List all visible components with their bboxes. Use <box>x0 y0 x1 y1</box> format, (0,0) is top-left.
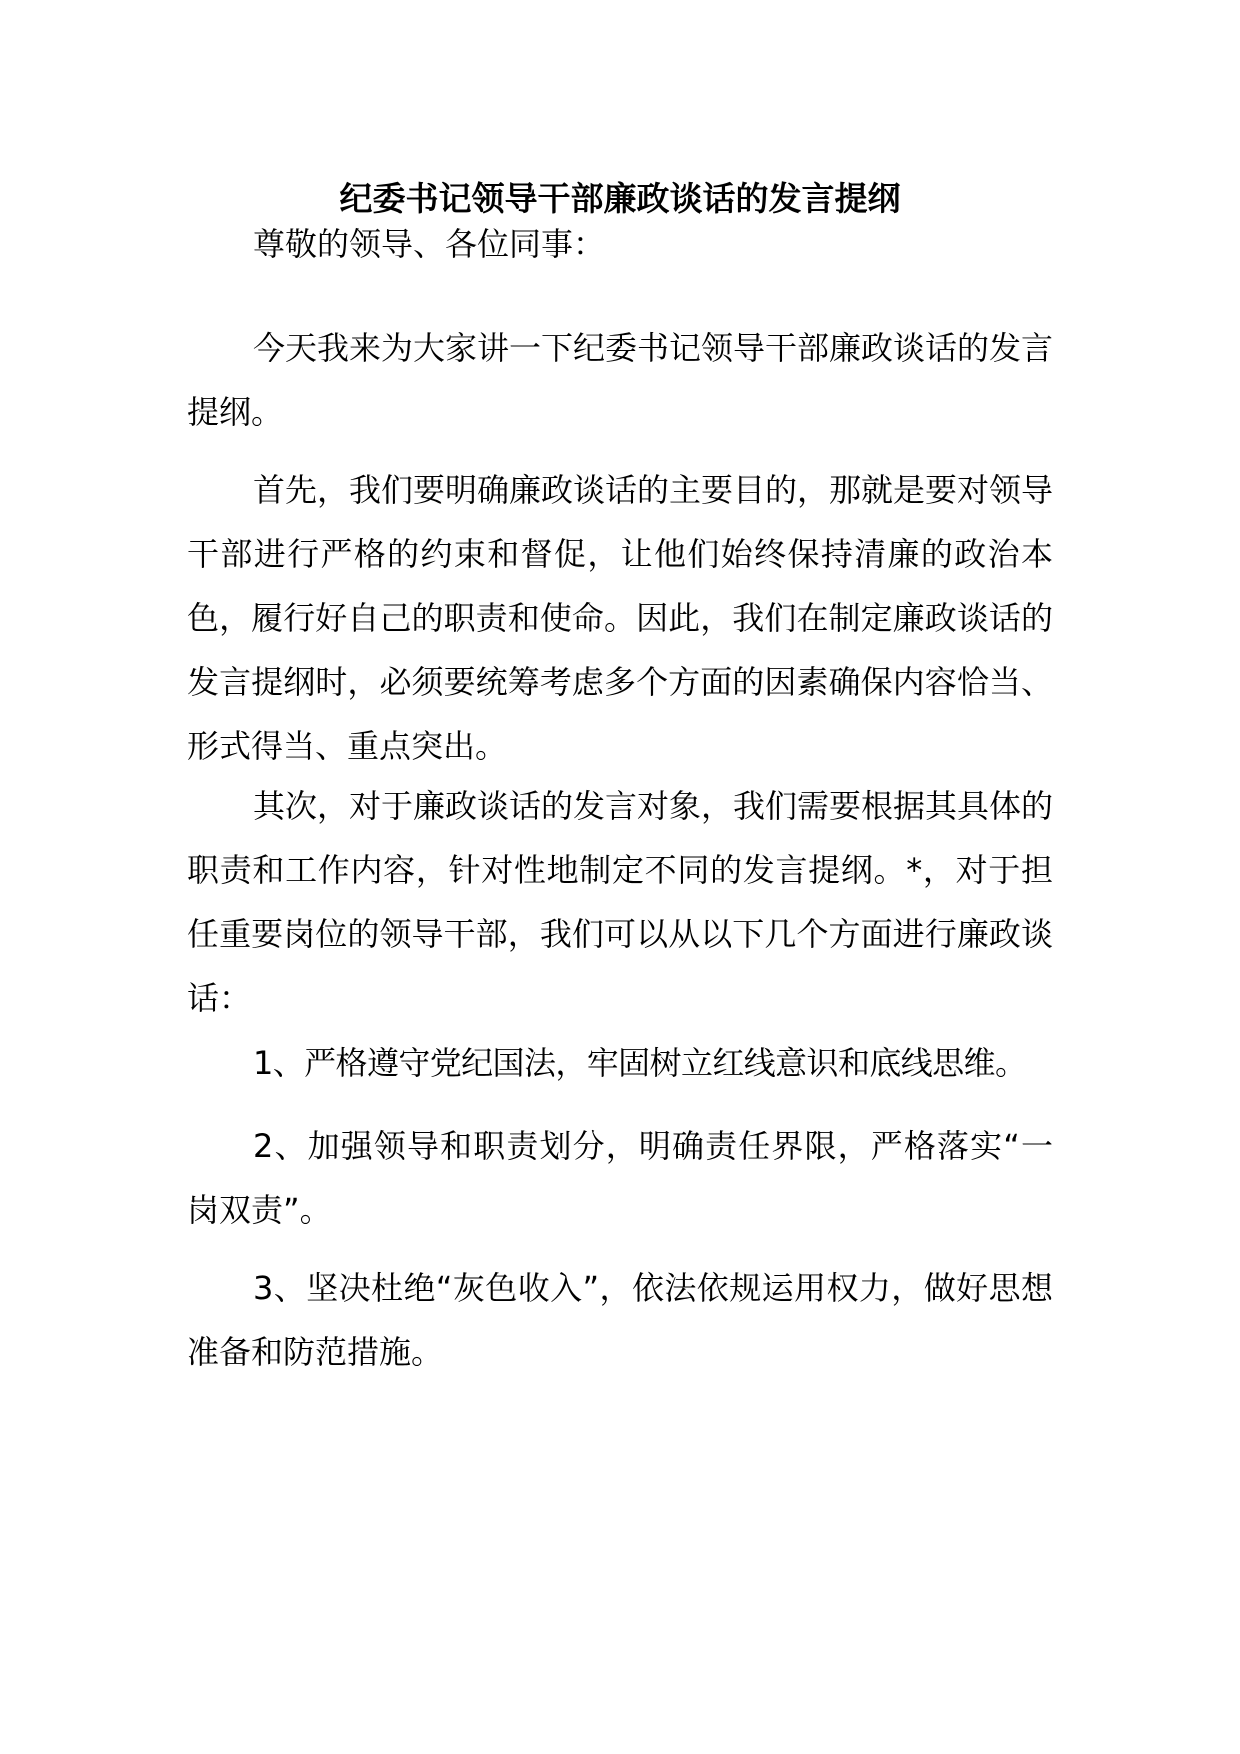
document-title: 纪委书记领导干部廉政谈话的发言提纲 <box>339 179 901 218</box>
paragraph-first: 首先，我们要明确廉政谈话的主要目的，那就是要对领导干部进行严格的约束和督促，让他们始终保持清廉的政治本色，履行好自己的职责和使命。因此，我们在制定廉政谈话的发言提纲时，必须要统筹考虑多个方面的因素确保内容恰当、形式得当、重点突出。 <box>187 471 1054 765</box>
paragraph-intro: 今天我来为大家讲一下纪委书记领导干部廉政谈话的发言提纲。 <box>187 329 1054 431</box>
list-item-3: 3、坚决杜绝“灰色收入”，依法依规运用权力，做好思想准备和防范措施。 <box>187 1269 1053 1371</box>
salutation: 尊敬的领导、各位同事： <box>253 225 606 263</box>
paragraph-second: 其次，对于廉政谈话的发言对象，我们需要根据其具体的职责和工作内容，针对性地制定不同的发言提纲。*，对于担任重要岗位的领导干部，我们可以从以下几个方面进行廉政谈话： <box>187 787 1054 1017</box>
list-item-2: 2、加强领导和职责划分，明确责任界限，严格落实“一岗双责”。 <box>187 1127 1053 1229</box>
list-item-1: 1、严格遵守党纪国法，牢固树立红线意识和底线思维。 <box>253 1044 1027 1082</box>
